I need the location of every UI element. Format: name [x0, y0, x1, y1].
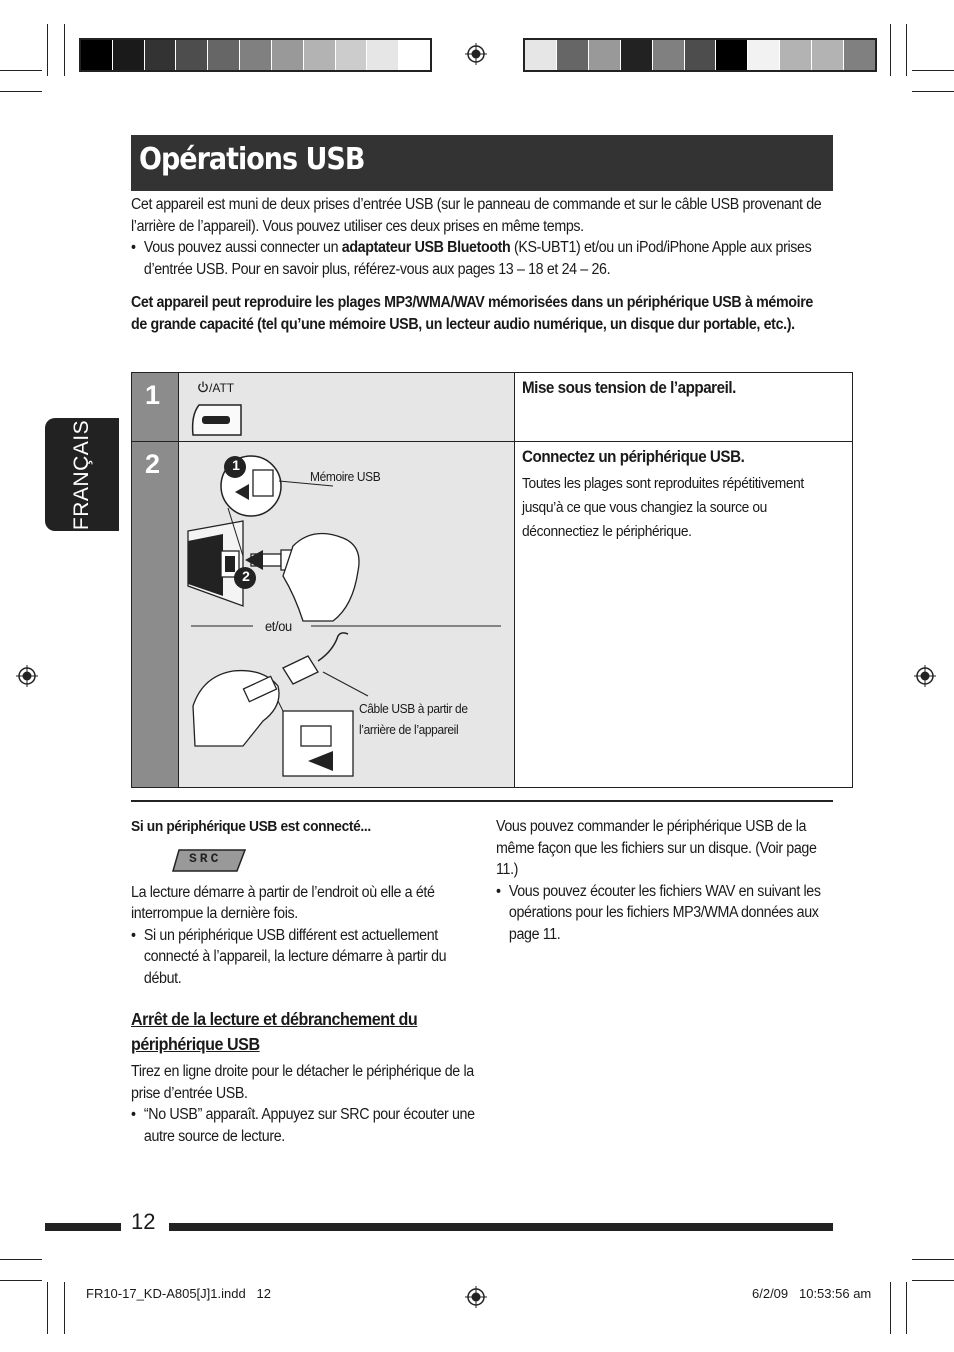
power-button-label	[197, 381, 234, 395]
color-swatch	[844, 40, 875, 70]
crop-mark	[906, 1282, 907, 1334]
label-cable-line1: Câble USB à partir de	[359, 701, 468, 716]
intro-paragraph: Cet appareil est muni de deux prises d’entrée USB (sur le panneau de commande et sur le câble USB provenant de l’arrière de l’appareil). Vous pouvez utiliser ces deux prises en même temps.	[131, 196, 822, 235]
crop-mark	[47, 24, 48, 76]
intro-bold-paragraph: Cet appareil peut reproduire les plages MP3/WMA/WAV mémorisées dans un périphérique USB à mémoire de grande capacité (tel qu’une mémoire USB, un lecteur audio numérique, un disque dur portable, etc.).	[131, 294, 813, 333]
color-swatch	[780, 40, 812, 70]
registration-mark-icon	[16, 665, 38, 687]
color-swatch	[240, 40, 272, 70]
stop-section-heading: Arrêt de la lecture et débranchement du périphérique USB	[131, 1009, 418, 1054]
color-swatch	[653, 40, 685, 70]
no-usb-bullet: • “No USB” apparaît. Appuyez sur SRC pour écouter une autre source de lecture.	[131, 1104, 484, 1147]
crop-mark	[890, 1282, 891, 1334]
registration-mark-icon	[914, 665, 936, 687]
color-swatch	[557, 40, 589, 70]
color-swatch	[81, 40, 113, 70]
step-illustration	[179, 442, 515, 788]
step-text: Toutes les plages sont reproduites répétitivement jusqu’à ce que vous changiez la source ou déconnectiez le périphérique.	[522, 475, 804, 540]
step-title: Mise sous tension de l’appareil.	[522, 379, 736, 397]
callout-number-2: 2	[242, 568, 250, 584]
label-cable-line2: l’arrière de l’appareil	[359, 722, 459, 737]
color-swatch	[113, 40, 145, 70]
crop-mark	[0, 1280, 42, 1281]
color-calibration-bar-left	[79, 38, 432, 72]
detach-paragraph: Tirez en ligne droite pour le détacher le périphérique de la prise d’entrée USB.	[131, 1063, 474, 1102]
crop-mark	[912, 1259, 954, 1260]
footer-file-info: FR10-17_KD-A805[J]1.indd 12	[86, 1286, 271, 1301]
power-att-label: /ATT	[209, 381, 235, 395]
crop-mark	[912, 70, 954, 71]
label-or: et/ou	[265, 618, 292, 634]
page-title: Opérations USB	[139, 142, 365, 177]
step-description	[515, 373, 853, 442]
control-paragraph: Vous pouvez commander le périphérique USB de la même façon que les fichiers sur un disque. (Voir page 11.)	[496, 818, 817, 878]
step-title: Connectez un périphérique USB.	[522, 448, 745, 466]
registration-mark-icon	[465, 1286, 487, 1308]
color-swatch	[336, 40, 368, 70]
wav-bullet: • Vous pouvez écouter les fichiers WAV en suivant les opérations pour les fichiers MP3/WMA données aux page 11.	[496, 881, 826, 946]
crop-mark	[0, 91, 42, 92]
color-swatch	[621, 40, 653, 70]
step-number-cell	[132, 373, 179, 442]
color-swatch	[208, 40, 240, 70]
color-swatch	[589, 40, 621, 70]
resume-paragraph: La lecture démarre à partir de l’endroit où elle a été interrompue la dernière fois.	[131, 883, 435, 922]
registration-mark-icon	[465, 43, 487, 65]
label-usb-memory: Mémoire USB	[310, 469, 381, 484]
color-swatch	[272, 40, 304, 70]
color-swatch	[525, 40, 557, 70]
crop-mark	[906, 24, 907, 76]
different-device-bullet: • Si un périphérique USB différent est actuellement connecté à l’appareil, la lecture démarre à partir du début.	[131, 925, 470, 990]
crop-mark	[912, 1280, 954, 1281]
left-column	[131, 816, 476, 1147]
crop-mark	[0, 1259, 42, 1260]
color-swatch	[812, 40, 844, 70]
power-att-button	[189, 403, 247, 439]
title-bar	[131, 135, 833, 191]
usb-connected-heading: Si un périphérique USB est connecté...	[131, 818, 371, 835]
color-swatch	[367, 40, 399, 70]
step-number: 2	[145, 449, 161, 479]
callout-number-1: 1	[232, 457, 240, 473]
language-tab	[45, 418, 119, 531]
intro-bullet-bold: adaptateur USB Bluetooth	[341, 239, 511, 256]
crop-mark	[64, 1282, 65, 1334]
crop-mark	[0, 70, 42, 71]
color-swatch	[145, 40, 177, 70]
section-divider	[131, 800, 833, 802]
src-button[interactable]	[171, 848, 246, 872]
language-tab-label: FRANÇAIS	[70, 419, 93, 530]
color-swatch	[685, 40, 717, 70]
intro-bullet	[131, 237, 829, 280]
page-number-bar-right	[169, 1223, 833, 1231]
step-number-cell	[132, 442, 179, 788]
color-swatch	[716, 40, 748, 70]
color-calibration-bar-right	[523, 38, 877, 72]
intro-bullet-text-a: Vous pouvez aussi connecter un	[143, 239, 342, 256]
usb-connection-illustration	[183, 446, 508, 782]
crop-mark	[64, 24, 65, 76]
step-illustration	[179, 373, 515, 442]
page-number-bar-left	[45, 1223, 121, 1231]
crop-mark	[890, 24, 891, 76]
step-description	[515, 442, 853, 788]
right-column	[496, 816, 833, 945]
crop-mark	[47, 1282, 48, 1334]
step-number: 1	[145, 380, 161, 410]
steps-table	[131, 372, 853, 788]
color-swatch	[304, 40, 336, 70]
footer-date: 6/2/09 10:53:56 am	[752, 1286, 872, 1301]
crop-mark	[912, 91, 954, 92]
color-swatch	[748, 40, 780, 70]
color-swatch	[399, 40, 430, 70]
power-icon	[197, 381, 209, 393]
src-button-label: SRC	[189, 850, 222, 866]
page-number: 12	[131, 1209, 156, 1234]
intro-bullet-text-b: (KS-UBT1) et/ou un iPod/iPhone Apple aux prises d’entrée USB. Pour en savoir plus, référez-vous aux pages 13 – 18 et 24 – 26.	[143, 239, 812, 278]
color-swatch	[176, 40, 208, 70]
